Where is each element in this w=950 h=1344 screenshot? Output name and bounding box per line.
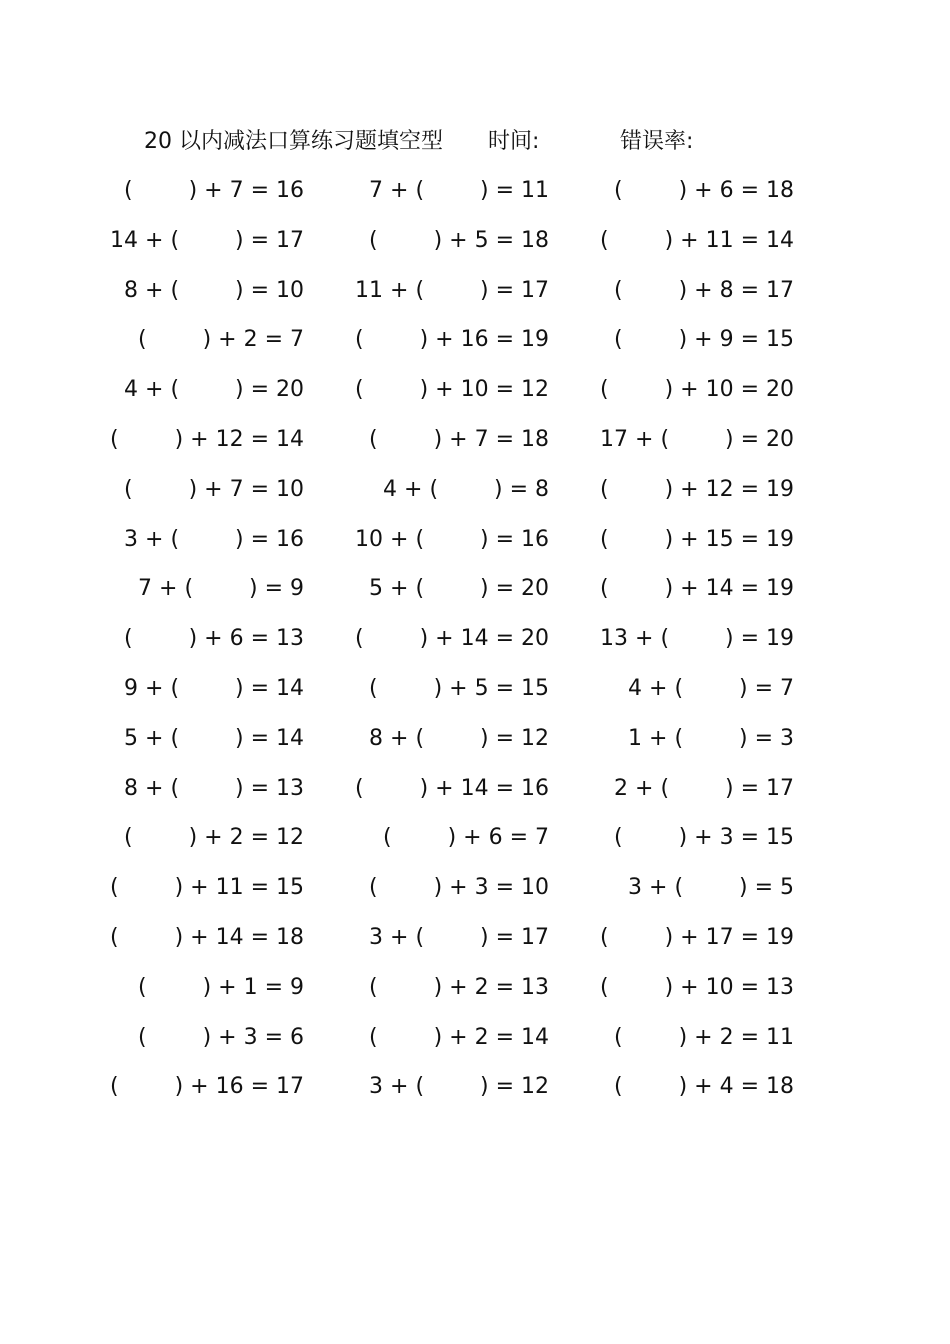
problem-item: ( ) + 12 = 19 [600,476,794,502]
problem-item: ( ) + 16 = 19 [355,327,549,353]
problem-item: 3 + ( ) = 16 [124,526,304,552]
problem-row [0,1013,950,1063]
time-label: 时间: [488,129,540,154]
problem-item: ( ) + 5 = 18 [369,227,549,253]
error-rate-label: 错误率: [620,129,694,154]
problem-grid [0,166,950,1112]
problem-item: ( ) + 2 = 7 [138,327,304,353]
problem-row [0,614,950,664]
problem-row [0,764,950,814]
problem-item: ( ) + 14 = 19 [600,576,794,602]
problem-item: ( ) + 2 = 13 [369,974,549,1000]
problem-item: ( ) + 12 = 14 [110,426,304,452]
problem-row [0,863,950,913]
problem-item: ( ) + 5 = 15 [369,675,549,701]
problem-item: 3 + ( ) = 5 [628,875,794,901]
problem-item: 14 + ( ) = 17 [110,227,304,253]
problem-item: 10 + ( ) = 16 [355,526,549,552]
problem-row [0,664,950,714]
problem-item: 5 + ( ) = 20 [369,576,549,602]
problem-item: ( ) + 3 = 6 [138,1024,304,1050]
problem-item: ( ) + 6 = 7 [383,825,549,851]
problem-row [0,415,950,465]
worksheet-title: 20 以内减法口算练习题填空型 [144,129,443,154]
worksheet-header [144,124,824,160]
problem-row [0,216,950,266]
problem-row [0,465,950,515]
problem-item: ( ) + 1 = 9 [138,974,304,1000]
problem-row [0,963,950,1013]
problem-item: 5 + ( ) = 14 [124,725,304,751]
problem-item: ( ) + 3 = 15 [614,825,794,851]
problem-item: ( ) + 2 = 11 [614,1024,794,1050]
problem-item: ( ) + 6 = 13 [124,626,304,652]
problem-item: ( ) + 2 = 14 [369,1024,549,1050]
problem-row [0,714,950,764]
problem-item: ( ) + 10 = 12 [355,377,549,403]
problem-item: ( ) + 8 = 17 [614,277,794,303]
problem-item: ( ) + 7 = 18 [369,426,549,452]
problem-item: 2 + ( ) = 17 [614,775,794,801]
problem-item: ( ) + 4 = 18 [614,1074,794,1100]
problem-item: ( ) + 15 = 19 [600,526,794,552]
problem-item: 3 + ( ) = 17 [369,924,549,950]
problem-item: 4 + ( ) = 7 [628,675,794,701]
problem-item: ( ) + 3 = 10 [369,875,549,901]
problem-item: ( ) + 6 = 18 [614,178,794,203]
problem-item: 9 + ( ) = 14 [124,675,304,701]
problem-item: 8 + ( ) = 12 [369,725,549,751]
problem-row [0,1062,950,1112]
problem-item: ( ) + 7 = 10 [124,476,304,502]
problem-item: 4 + ( ) = 8 [383,476,549,502]
problem-item: ( ) + 2 = 12 [124,825,304,851]
problem-item: ( ) + 16 = 17 [110,1074,304,1100]
problem-item: ( ) + 10 = 13 [600,974,794,1000]
problem-item: 17 + ( ) = 20 [600,426,794,452]
problem-item: ( ) + 11 = 14 [600,227,794,253]
problem-item: ( ) + 11 = 15 [110,875,304,901]
problem-row [0,515,950,565]
problem-item: ( ) + 17 = 19 [600,924,794,950]
problem-row [0,813,950,863]
problem-item: ( ) + 7 = 16 [124,178,304,203]
problem-item: 13 + ( ) = 19 [600,626,794,652]
problem-item: 7 + ( ) = 9 [138,576,304,602]
problem-item: ( ) + 14 = 18 [110,924,304,950]
problem-item: ( ) + 14 = 16 [355,775,549,801]
problem-item: 8 + ( ) = 13 [124,775,304,801]
problem-row [0,564,950,614]
problem-item: ( ) + 9 = 15 [614,327,794,353]
problem-row [0,166,950,216]
problem-item: ( ) + 10 = 20 [600,377,794,403]
problem-item: ( ) + 14 = 20 [355,626,549,652]
problem-item: 1 + ( ) = 3 [628,725,794,751]
problem-item: 4 + ( ) = 20 [124,377,304,403]
problem-row [0,913,950,963]
problem-row [0,315,950,365]
problem-item: 11 + ( ) = 17 [355,277,549,303]
problem-item: 7 + ( ) = 11 [369,178,549,203]
problem-row [0,365,950,415]
problem-row [0,266,950,316]
problem-item: 8 + ( ) = 10 [124,277,304,303]
problem-item: 3 + ( ) = 12 [369,1074,549,1100]
